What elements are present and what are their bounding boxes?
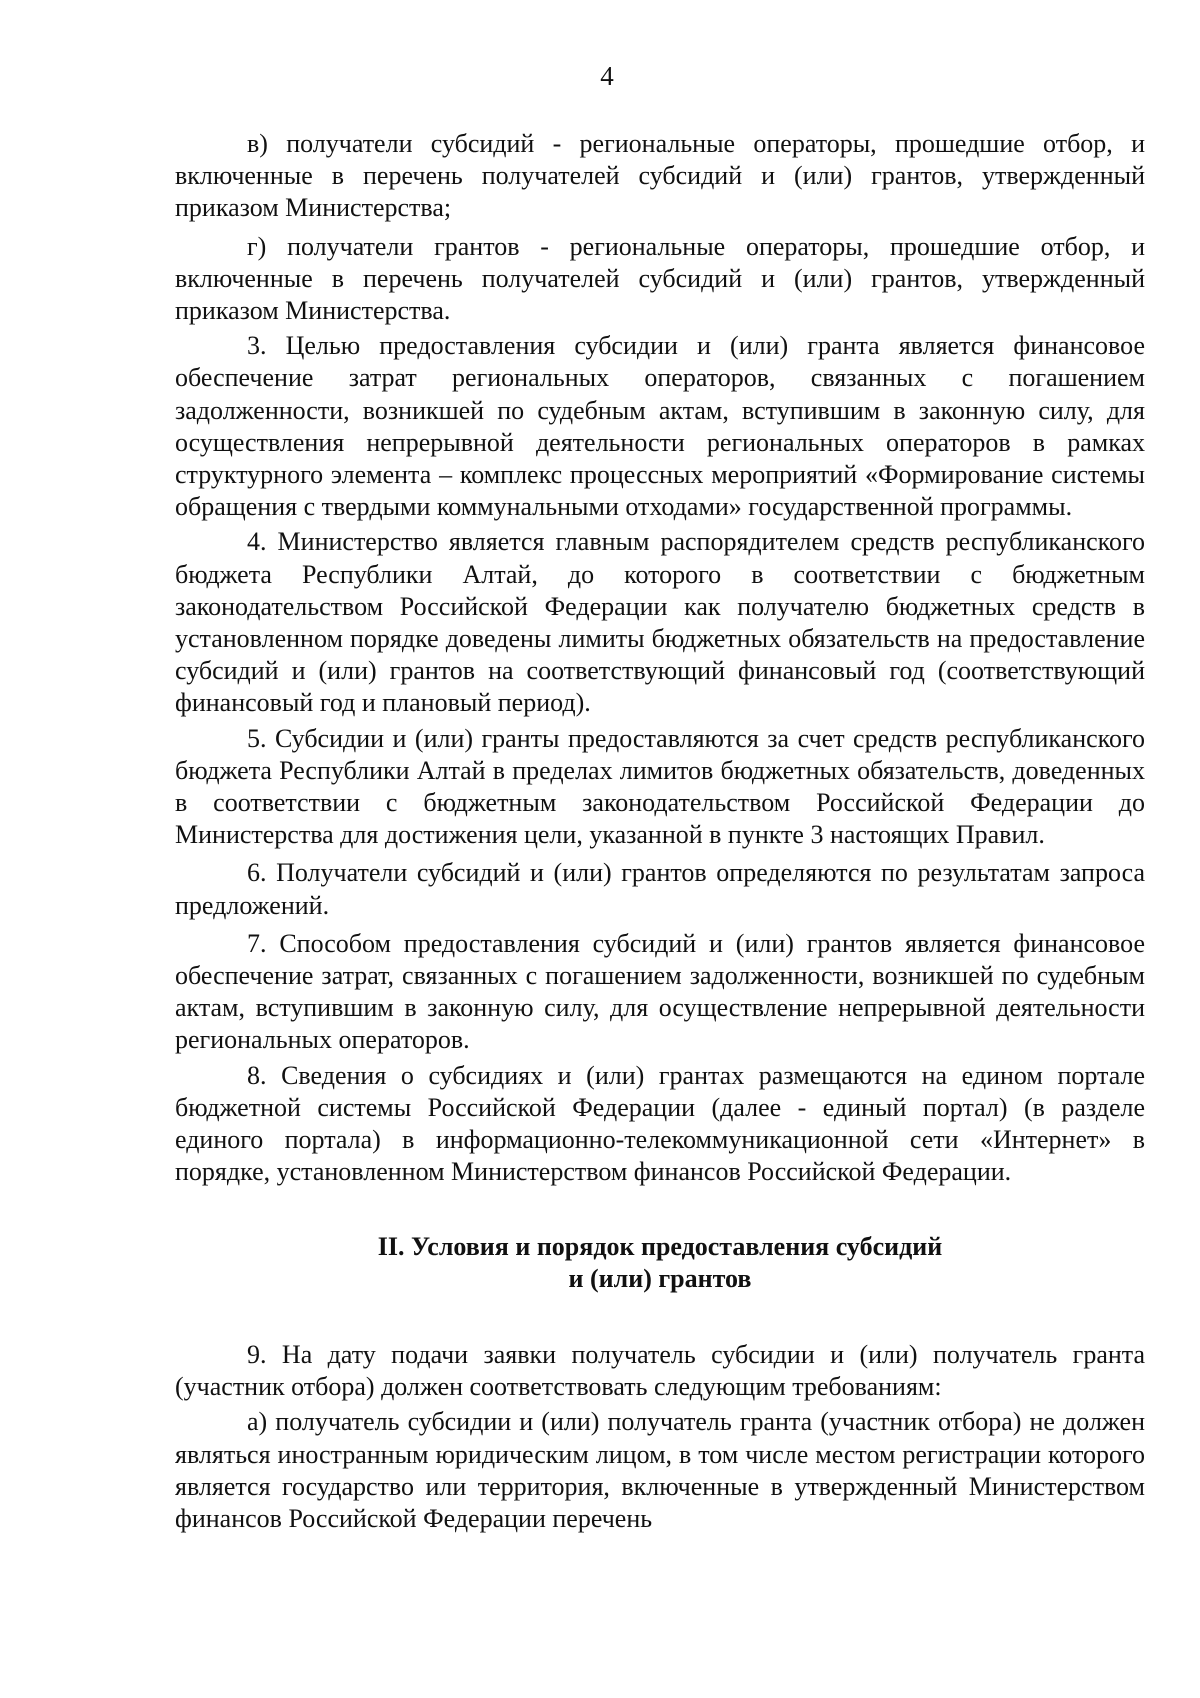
section-heading-line-1: II. Условия и порядок предоставления субсидий xyxy=(377,1231,943,1261)
paragraph-item-5: 5. Субсидии и (или) гранты предоставляются за счет средств республиканского бюджета Республики Алтай в пределах лимитов бюджетных обязательств, доведенных в соответствии с бюджетным законодательством Российской Федерации до Министерства для достижения цели, указанной в пункте 3 настоящих Правил. xyxy=(175,723,1145,850)
section-heading-line-2: и (или) грантов xyxy=(568,1263,752,1293)
document-body xyxy=(175,128,1145,1535)
paragraph-item-6: 6. Получатели субсидий и (или) грантов определяются по результатам запроса предложений. xyxy=(175,858,1145,920)
paragraph-recipients-subsidies: в) получатели субсидий - региональные операторы, прошедшие отбор, и включенные в перечень получателей субсидий и (или) грантов, утвержденный приказом Министерства; xyxy=(175,129,1145,223)
paragraph-item-9: 9. На дату подачи заявки получатель субсидии и (или) получатель гранта (участник отбора) должен соответствовать следующим требованиям: xyxy=(175,1339,1145,1402)
paragraph-item-3: 3. Целью предоставления субсидии и (или) гранта является финансовое обеспечение затрат региональных операторов, связанных с погашением задолженности, возникшей по судебным актам, вступившим в законную силу, для осуществления непрерывной деятельности региональных операторов в рамках структурного элемента – комплекс процессных мероприятий «Формирование системы обращения с твердыми коммунальными отходами» государственной программы. xyxy=(175,331,1145,522)
paragraph-item-7: 7. Способом предоставления субсидий и (или) грантов является финансовое обеспечение затрат, связанных с погашением задолженности, возникшей по судебным актам, вступившим в законную силу, для осуществление непрерывной деятельности региональных операторов. xyxy=(175,928,1145,1055)
paragraph-item-4: 4. Министерство является главным распорядителем средств республиканского бюджета Республики Алтай, до которого в соответствии с бюджетным законодательством Российской Федерации как получателю бюджетных средств в установленном порядке доведены лимиты бюджетных обязательств на предоставление субсидий и (или) грантов на соответствующий финансовый год (соответствующий финансовый год и плановый период). xyxy=(175,527,1145,718)
page-number: 4 xyxy=(600,61,614,91)
paragraph-recipients-grants: г) получатели грантов - региональные операторы, прошедшие отбор, и включенные в перечень получателей субсидий и (или) грантов, утвержденный приказом Министерства. xyxy=(175,231,1145,326)
section-heading xyxy=(175,1231,1145,1295)
paragraph-subitem-a: а) получатель субсидии и (или) получатель гранта (участник отбора) не должен являться иностранным юридическим лицом, в том числе местом регистрации которого является государство или территория, включенные в утвержденный Министерством финансов Российской Федерации перечень xyxy=(175,1407,1145,1533)
paragraph-item-8: 8. Сведения о субсидиях и (или) грантах размещаются на едином портале бюджетной системы Российской Федерации (далее - единый портал) (в разделе единого портала) в информационно-телекоммуникационной сети «Интернет» в порядке, установленном Министерством финансов Российской Федерации. xyxy=(175,1060,1145,1187)
